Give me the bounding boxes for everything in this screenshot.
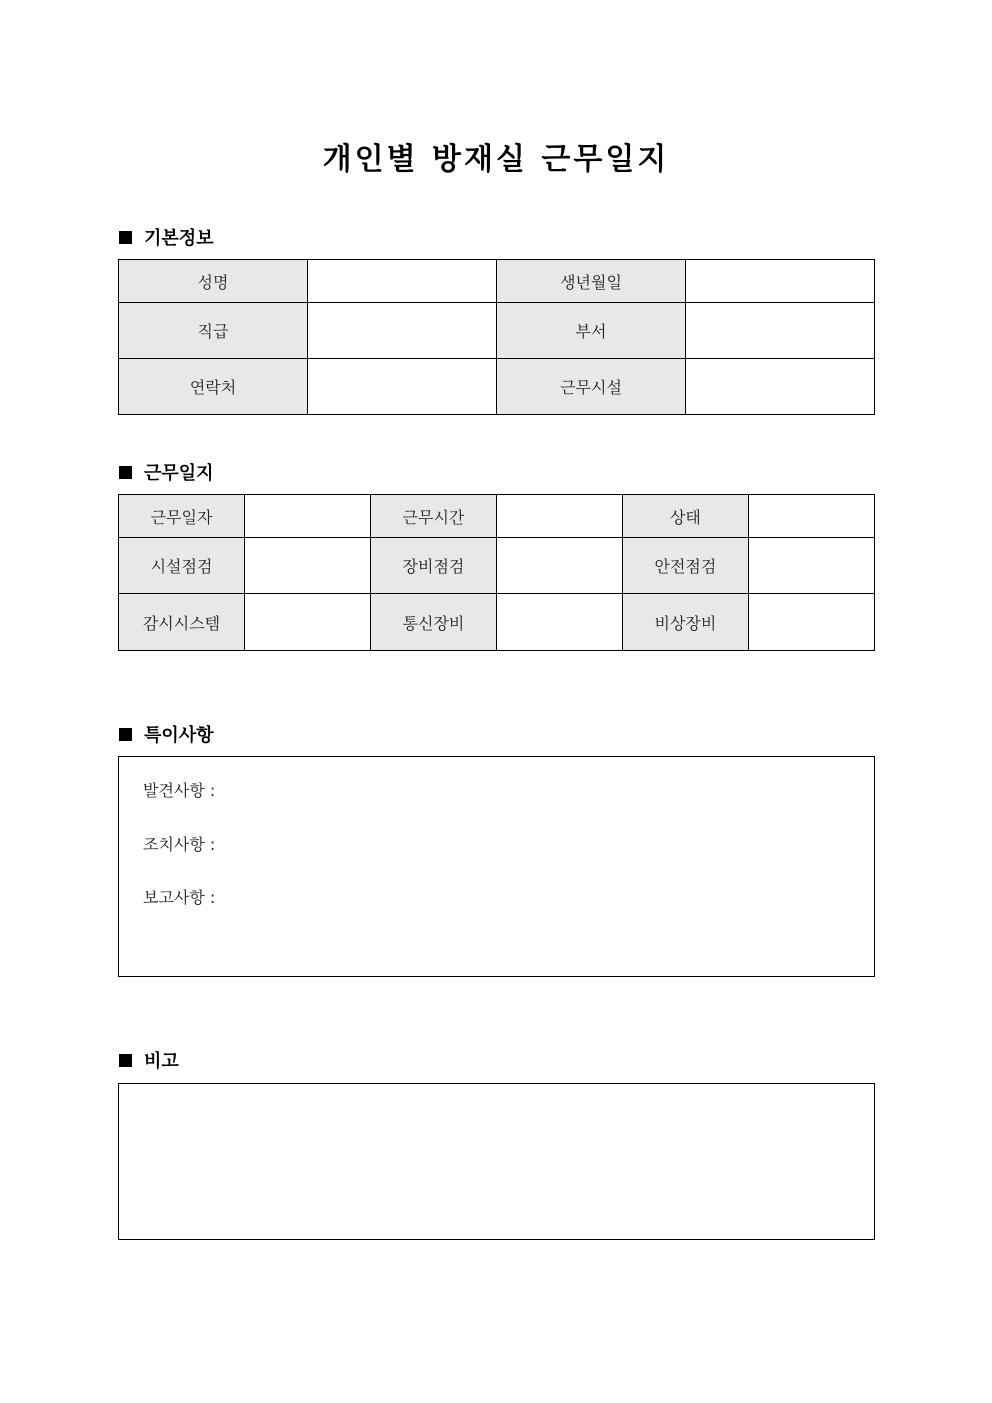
name-field[interactable] bbox=[308, 260, 497, 303]
findings-label: 발견사항 : bbox=[143, 781, 216, 800]
square-bullet-icon bbox=[119, 466, 132, 479]
page-title: 개인별 방재실 근무일지 bbox=[322, 142, 670, 177]
comm-equipment-field[interactable] bbox=[496, 594, 622, 651]
safety-check-field[interactable] bbox=[748, 538, 874, 594]
table-row bbox=[119, 303, 875, 359]
comm-equipment-label: 통신장비 bbox=[370, 594, 496, 651]
facility-check-label: 시설점검 bbox=[119, 538, 245, 594]
remarks-heading-label: 비고 bbox=[144, 1051, 179, 1072]
report-label: 보고사항 : bbox=[143, 888, 216, 907]
monitoring-system-field[interactable] bbox=[244, 594, 370, 651]
contact-field[interactable] bbox=[308, 359, 497, 415]
status-field[interactable] bbox=[748, 495, 874, 538]
facility-check-field[interactable] bbox=[244, 538, 370, 594]
special-notes-box[interactable] bbox=[118, 756, 875, 977]
square-bullet-icon bbox=[119, 231, 132, 244]
contact-label: 연락처 bbox=[119, 359, 308, 415]
emergency-equipment-label: 비상장비 bbox=[622, 594, 748, 651]
work-log-table bbox=[118, 494, 875, 651]
table-row bbox=[119, 594, 875, 651]
work-facility-label: 근무시설 bbox=[497, 359, 686, 415]
work-date-label: 근무일자 bbox=[119, 495, 245, 538]
actions-label: 조치사항 : bbox=[143, 835, 216, 854]
basic-info-heading-label: 기본정보 bbox=[144, 228, 214, 249]
work-hours-label: 근무시간 bbox=[370, 495, 496, 538]
equipment-check-field[interactable] bbox=[496, 538, 622, 594]
square-bullet-icon bbox=[119, 728, 132, 741]
work-hours-field[interactable] bbox=[496, 495, 622, 538]
table-row bbox=[119, 260, 875, 303]
special-notes-heading-label: 특이사항 bbox=[144, 725, 214, 746]
basic-info-heading bbox=[119, 224, 214, 250]
work-date-field[interactable] bbox=[244, 495, 370, 538]
monitoring-system-label: 감시시스템 bbox=[119, 594, 245, 651]
safety-check-label: 안전점검 bbox=[622, 538, 748, 594]
birthdate-field[interactable] bbox=[686, 260, 875, 303]
work-log-heading bbox=[119, 459, 214, 485]
rank-field[interactable] bbox=[308, 303, 497, 359]
department-label: 부서 bbox=[497, 303, 686, 359]
remarks-box[interactable] bbox=[118, 1083, 875, 1240]
work-facility-field[interactable] bbox=[686, 359, 875, 415]
emergency-equipment-field[interactable] bbox=[748, 594, 874, 651]
status-label: 상태 bbox=[622, 495, 748, 538]
special-notes-heading bbox=[119, 721, 214, 747]
table-row bbox=[119, 538, 875, 594]
equipment-check-label: 장비점검 bbox=[370, 538, 496, 594]
table-row bbox=[119, 495, 875, 538]
department-field[interactable] bbox=[686, 303, 875, 359]
name-label: 성명 bbox=[119, 260, 308, 303]
birthdate-label: 생년월일 bbox=[497, 260, 686, 303]
remarks-heading bbox=[119, 1047, 179, 1073]
table-row bbox=[119, 359, 875, 415]
rank-label: 직급 bbox=[119, 303, 308, 359]
basic-info-table bbox=[118, 259, 875, 415]
work-log-heading-label: 근무일지 bbox=[144, 463, 214, 484]
square-bullet-icon bbox=[119, 1054, 132, 1067]
